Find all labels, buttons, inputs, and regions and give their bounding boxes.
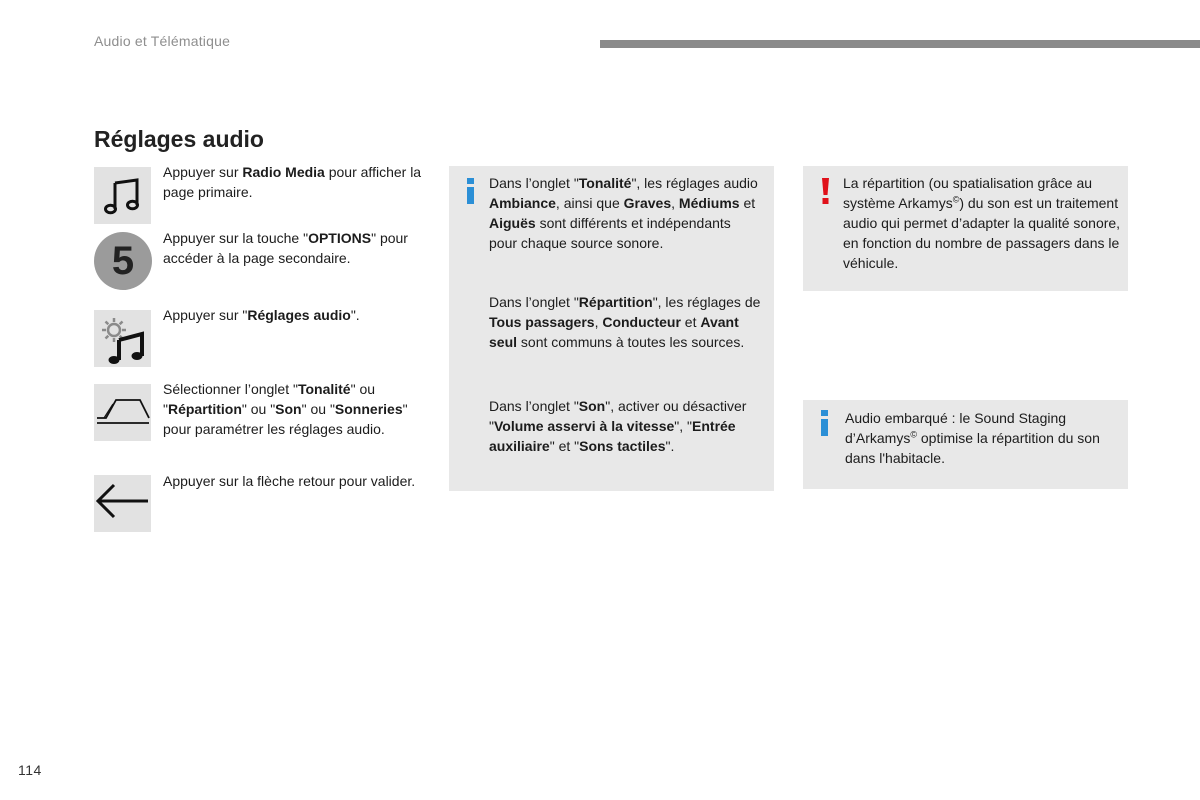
bold-term: Réglages audio [247, 307, 351, 323]
bold-term: Sonneries [334, 401, 403, 417]
header-bar [600, 40, 1200, 48]
text-segment: et [739, 195, 756, 211]
info-icon [817, 410, 835, 438]
info-paragraph [489, 396, 761, 456]
text-segment: et [680, 314, 701, 330]
info-icon [463, 178, 481, 206]
bold-term: Graves [623, 195, 672, 211]
text-segment: ", " [674, 418, 693, 434]
bold-term: Volume asservi à la vitesse [493, 418, 675, 434]
text-segment: , ainsi que [555, 195, 624, 211]
text-segment: ) du son est un traitement audio qui permet d’adapter la qualité sonore, en fonction du nombre de passagers dans le véhicule. [843, 195, 1121, 271]
step-text [163, 162, 423, 202]
text-segment: La répartition (ou spatialisation grâce au système Arkamys [843, 175, 1093, 211]
text-segment: Audio embarqué : le Sound Staging d’Arkamys [845, 410, 1067, 446]
text-segment: " pour accéder à la page secondaire. [163, 230, 408, 266]
bold-term: OPTIONS [308, 230, 372, 246]
text-segment: , [671, 195, 679, 211]
text-segment: Dans l’onglet " [489, 294, 579, 310]
section-title: Réglages audio [94, 126, 264, 152]
info-box-tonalite [449, 166, 774, 491]
bold-term: Son [275, 401, 302, 417]
info-box-arkamys [803, 400, 1128, 489]
info-paragraph [845, 408, 1115, 468]
text-segment: Dans l’onglet " [489, 398, 579, 414]
tab-icon [94, 384, 151, 441]
text-segment: sont différents et indépendants pour chaque source sonore. [489, 215, 731, 251]
bold-term: Aiguës [489, 215, 536, 231]
text-segment: ", activer ou désactiver " [489, 398, 747, 434]
copyright-sup: © [910, 429, 917, 440]
warning-paragraph [843, 173, 1121, 273]
text-segment: Appuyer sur [163, 164, 243, 180]
step-text [163, 471, 423, 491]
bold-term: Avant seul [489, 314, 739, 350]
text-segment: Appuyer sur " [163, 307, 248, 323]
text-segment: " et " [549, 438, 580, 454]
back-arrow-icon [94, 475, 151, 532]
text-segment: ", les réglages de [652, 294, 761, 310]
text-segment: " ou " [163, 381, 376, 417]
text-segment: ", les réglages audio [631, 175, 758, 191]
bold-term: Répartition [578, 294, 653, 310]
text-segment: Dans l’onglet " [489, 175, 579, 191]
copyright-sup: © [952, 194, 960, 205]
bold-term: Radio Media [242, 164, 325, 180]
step-text [163, 305, 423, 325]
info-paragraph [489, 173, 761, 253]
bold-term: Répartition [167, 401, 242, 417]
bold-term: Ambiance [489, 195, 556, 211]
header-title: Audio et Télématique [94, 33, 231, 49]
step-text [163, 228, 423, 268]
text-segment: ". [350, 307, 360, 323]
bold-term: Son [578, 398, 606, 414]
text-segment: ". [665, 438, 675, 454]
number-5-badge: 5 [94, 232, 152, 290]
bold-term: Tous passagers [489, 314, 595, 330]
audio-settings-icon [94, 310, 151, 367]
music-note-icon [94, 167, 151, 224]
bold-term: Médiums [678, 195, 740, 211]
step-text [163, 379, 423, 439]
text-segment: " ou " [241, 401, 276, 417]
text-segment: sont communs à toutes les sources. [517, 334, 745, 350]
warning-box-repartition [803, 166, 1128, 291]
text-segment: , [594, 314, 603, 330]
text-segment: Sélectionner l’onglet " [163, 381, 298, 397]
text-segment: pour afficher la page primaire. [163, 164, 422, 200]
text-segment: Appuyer sur la touche " [163, 230, 309, 246]
bold-term: Tonalité [297, 381, 351, 397]
info-paragraph [489, 292, 761, 352]
text-segment: " ou " [301, 401, 335, 417]
text-segment: " pour paramétrer les réglages audio. [163, 401, 408, 437]
bold-term: Sons tactiles [579, 438, 666, 454]
page-number: 114 [18, 762, 42, 778]
bold-term: Conducteur [602, 314, 681, 330]
warning-exclamation-icon [817, 178, 835, 206]
text-segment: optimise la répartition du son dans l'habitacle. [845, 430, 1100, 466]
text-segment: Appuyer sur la flèche retour pour valider. [163, 473, 416, 489]
bold-term: Tonalité [578, 175, 632, 191]
bold-term: Entrée auxiliaire [489, 418, 736, 454]
